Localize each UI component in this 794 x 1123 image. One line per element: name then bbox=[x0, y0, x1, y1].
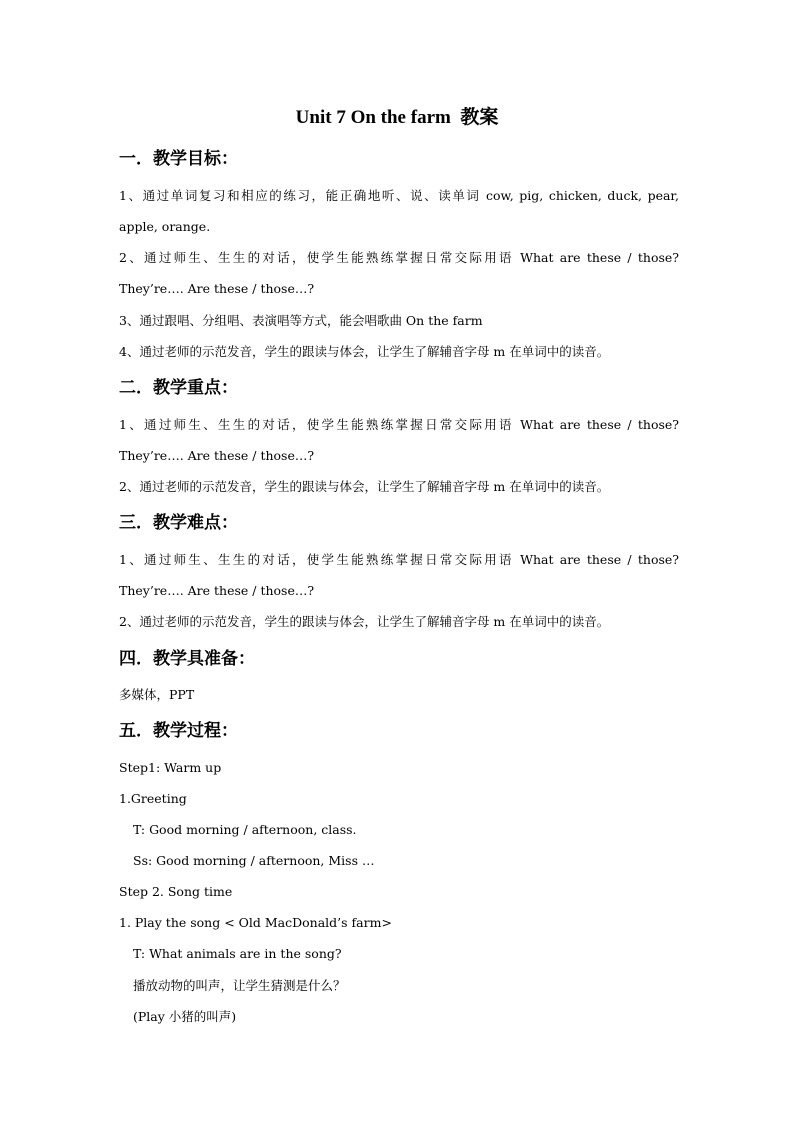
preparation-line-1: 多媒体，PPT bbox=[119, 687, 195, 702]
process-line-3: T: Good morning / afternoon, class. bbox=[133, 822, 357, 837]
difficulties-line-3: 2、通过老师的示范发音，学生的跟读与体会，让学生了解辅音字母 m 在单词中的读音。 bbox=[119, 614, 610, 629]
key-points-line-3: 2、通过老师的示范发音，学生的跟读与体会，让学生了解辅音字母 m 在单词中的读音。 bbox=[119, 479, 610, 494]
difficulties-line-1: 1、通过师生、生生的对话，使学生能熟练掌握日常交际用语 What are these / those? bbox=[119, 552, 679, 567]
section-heading-key-points: 二．教学重点： bbox=[119, 378, 238, 398]
difficulties-line-2: They’re…. Are these / those…? bbox=[119, 583, 315, 598]
key-points-line-2: They’re…. Are these / those…? bbox=[119, 448, 315, 463]
section-heading-difficulties: 三．教学难点： bbox=[119, 513, 238, 533]
process-line-8: 播放动物的叫声，让学生猜测是什么？ bbox=[133, 978, 346, 993]
process-line-1: Step1: Warm up bbox=[119, 760, 222, 775]
objectives-line-2: apple, orange. bbox=[119, 219, 211, 234]
objectives-line-4: They’re…. Are these / those…? bbox=[119, 281, 315, 296]
process-line-4: Ss: Good morning / afternoon, Miss … bbox=[133, 853, 375, 868]
process-line-6: 1. Play the song < Old MacDonald’s farm> bbox=[119, 915, 392, 930]
document-title: Unit 7 On the farm 教案 bbox=[295, 107, 499, 128]
process-line-7: T: What animals are in the song? bbox=[133, 946, 342, 961]
process-line-2: 1.Greeting bbox=[119, 791, 187, 806]
objectives-line-5: 3、通过跟唱、分组唱、表演唱等方式，能会唱歌曲 On the farm bbox=[119, 313, 483, 328]
key-points-line-1: 1、通过师生、生生的对话，使学生能熟练掌握日常交际用语 What are these / those? bbox=[119, 417, 679, 432]
objectives-line-3: 2、通过师生、生生的对话，使学生能熟练掌握日常交际用语 What are these / those? bbox=[119, 250, 679, 265]
section-heading-objectives: 一．教学目标： bbox=[119, 149, 238, 169]
objectives-line-6: 4、通过老师的示范发音，学生的跟读与体会，让学生了解辅音字母 m 在单词中的读音。 bbox=[119, 344, 610, 359]
process-line-5: Step 2. Song time bbox=[119, 884, 233, 899]
process-line-9: (Play 小猪的叫声) bbox=[133, 1009, 237, 1024]
section-heading-preparation: 四．教学具准备： bbox=[119, 649, 255, 669]
section-heading-process: 五．教学过程： bbox=[119, 721, 238, 741]
objectives-line-1: 1、通过单词复习和相应的练习，能正确地听、说、读单词 cow, pig, chicken, duck, pear, bbox=[119, 188, 679, 203]
